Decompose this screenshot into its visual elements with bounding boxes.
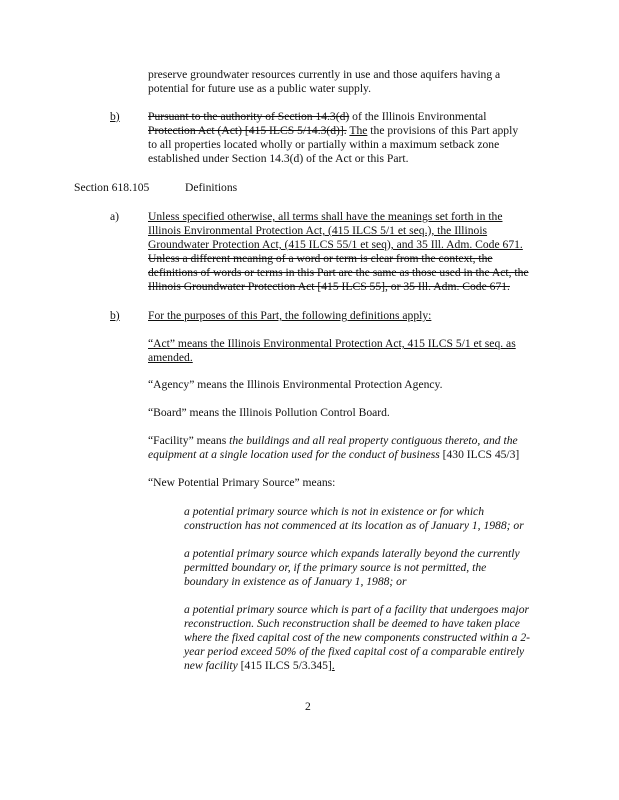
struck-text: Illinois Groundwater Protection Act [415 ILCS 55], or 35 Ill. Adm. Code 671.	[148, 280, 510, 293]
citation: [430 ILCS 45/3]	[439, 448, 520, 461]
npps-item-3	[184, 659, 335, 673]
inserted-text: The	[349, 124, 368, 137]
definition-agency: “Agency” means the Illinois Environmental Protection Agency.	[148, 378, 443, 391]
inserted-text: Unless specified otherwise, all terms shall have the meanings set forth in the	[148, 210, 503, 223]
definition-facility	[148, 434, 518, 448]
intro-line: preserve groundwater resources currently in use and those aquifers having a	[148, 68, 501, 81]
npps-item-2: a potential primary source which expands laterally beyond the currently	[184, 547, 520, 560]
definition-act: amended.	[148, 351, 193, 364]
struck-text: definitions of words or terms in this Part are the same as those used in the Act, the	[148, 266, 529, 279]
italic-text: new facility	[184, 659, 238, 672]
intro-line: potential for future use as a public water supply.	[148, 82, 372, 95]
npps-item-3: year period exceed 50% of the fixed capital cost of a comparable entirely	[184, 645, 525, 658]
b1-line	[148, 110, 486, 124]
b1-line: to all properties located wholly or partially within a maximum setback zone	[148, 138, 500, 151]
definition-act: “Act” means the Illinois Environmental Protection Act, 415 ILCS 5/1 et seq. as	[148, 337, 516, 350]
struck-text: Protection Act (Act) [415 ILCS 5/14.3(d)].	[148, 124, 347, 137]
definition-facility	[148, 448, 519, 462]
subsection-label-b: b)	[110, 309, 120, 322]
italic-text: the buildings and all real property contiguous thereto, and the	[229, 434, 518, 447]
citation: [415 ILCS 5/3.345]	[237, 659, 332, 672]
npps-item-3: a potential primary source which is part of a facility that undergoes major	[184, 603, 529, 616]
page-number: 2	[305, 700, 311, 713]
definition-board: “Board” means the Illinois Pollution Control Board.	[148, 406, 390, 419]
npps-item-1: a potential primary source which is not in existence or for which	[184, 505, 485, 518]
definitions-intro: For the purposes of this Part, the following definitions apply:	[148, 309, 432, 322]
b1-line: established under Section 14.3(d) of the Act or this Part.	[148, 152, 409, 165]
npps-item-3: where the fixed capital cost of the new components constructed within a 2-	[184, 631, 531, 644]
npps-item-2: boundary in existence as of January 1, 1988; or	[184, 575, 407, 588]
b1-line	[148, 124, 518, 138]
section-number: Section 618.105	[74, 181, 150, 194]
section-title: Definitions	[185, 181, 238, 194]
text-span: the provisions of this Part apply	[367, 124, 519, 137]
npps-item-3: reconstruction. Such reconstruction shall be deemed to have taken place	[184, 617, 520, 630]
inserted-text: Illinois Environmental Protection Act, (415 ILCS 5/1 et seq.), the Illinois	[148, 224, 488, 237]
inserted-text: .	[331, 659, 335, 672]
subsection-label-a: a)	[110, 210, 120, 223]
npps-item-2: permitted boundary or, if the primary source is not permitted, the	[184, 561, 487, 574]
text-span: “Facility” means	[148, 434, 230, 447]
inserted-text: Groundwater Protection Act, (415 ILCS 55/1 et seq), and 35 Ill. Adm. Code 671.	[148, 238, 523, 251]
npps-item-1: construction has not commenced at its location as of January 1, 1988; or	[184, 519, 524, 532]
definition-npps: “New Potential Primary Source” means:	[148, 476, 336, 489]
italic-text: equipment at a single location used for the conduct of business	[148, 448, 440, 461]
text-span: of the Illinois Environmental	[349, 110, 487, 123]
struck-text: Unless a different meaning of a word or term is clear from the context, the	[148, 252, 493, 265]
struck-text: Pursuant to the authority of Section 14.3(d)	[148, 110, 350, 123]
subsection-label-b: b)	[110, 110, 120, 123]
